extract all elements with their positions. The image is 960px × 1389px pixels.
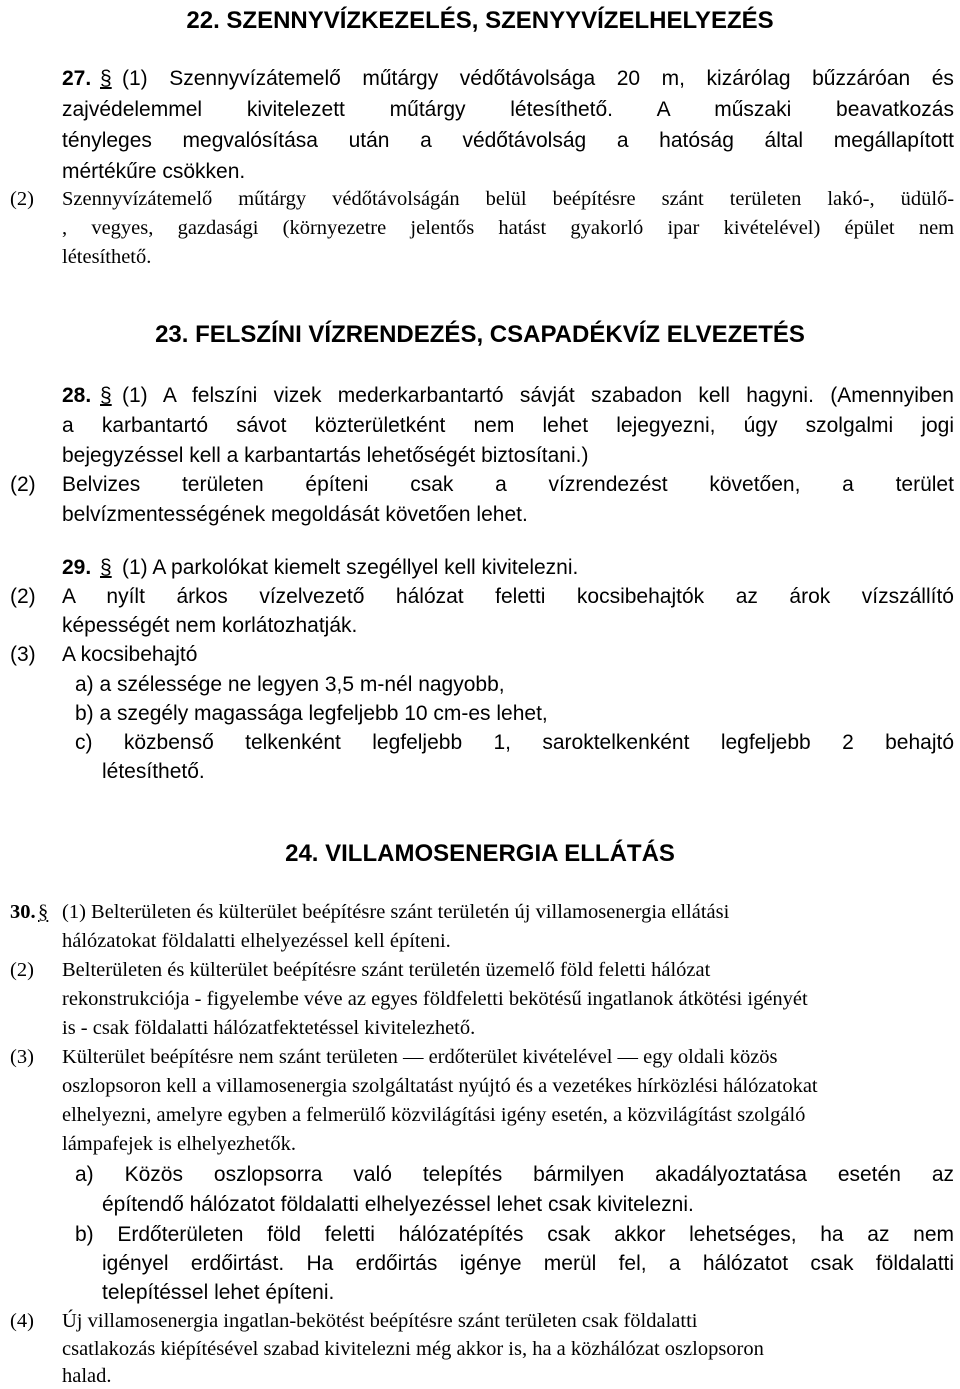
paragraph-27-line-1: (1) Szennyvízátemelő műtárgy védőtávolsága 20 m, kizárólag bűzzáróan és — [122, 67, 954, 90]
paragraph-30-3-item-a-line-1: a) Közös oszlopsorra való telepítés bármilyen akadályoztatása esetén az — [75, 1163, 954, 1186]
paragraph-29-2-line-2: képességét nem korlátozhatják. — [62, 614, 358, 637]
paragraph-30-2-line-3: is - csak földalatti hálózatfektetéssel kivitelezhető. — [62, 1017, 476, 1039]
paragraph-30-3-line-1: Külterület beépítésre nem szánt területen — erdőterület kivételével — egy oldali közös — [62, 1046, 778, 1068]
paragraph-29-number: 29. — [62, 556, 92, 579]
paragraph-29-3-line-1: A kocsibehajtó — [62, 643, 198, 666]
paragraph-28-line-2: a karbantartó sávot közterületként nem lehet lejegyezni, úgy szolgalmi jogi — [62, 414, 955, 437]
paragraph-27-2-line-3: létesíthető. — [62, 246, 152, 268]
paragraph-30-number: 30. — [10, 901, 36, 923]
paragraph-30-3-line-4: lámpafejek is elhelyezhetők. — [62, 1133, 296, 1155]
paragraph-30-3-number: (3) — [10, 1046, 34, 1068]
paragraph-30-3-item-a-line-2: építendő hálózatot földalatti elhelyezéssel lehet csak kivitelezni. — [102, 1193, 694, 1216]
paragraph-29-3-item-c-line-1: c) közbenső telkenként legfeljebb 1, saroktelkenként legfeljebb 2 behajtó — [75, 731, 955, 754]
paragraph-30-4-line-1: Új villamosenergia ingatlan-bekötést beépítésre szánt területen csak földalatti — [62, 1310, 698, 1332]
paragraph-28-2-number: (2) — [10, 473, 36, 496]
paragraph-27-2-number: (2) — [10, 188, 34, 210]
section-24-title: 24. VILLAMOSENERGIA ELLÁTÁS — [285, 840, 675, 867]
paragraph-30-line-1: (1) Belterületen és külterület beépítésre szánt területén új villamosenergia ellátási — [62, 901, 730, 923]
paragraph-29-3-number: (3) — [10, 643, 36, 666]
paragraph-30-3-line-3: elhelyezni, amelyre egyben a felmerülő közvilágítási igény esetén, a közvilágítást szolgáló — [62, 1104, 806, 1126]
paragraph-28-number: 28. — [62, 384, 92, 407]
paragraph-30-3-item-b-line-2: igényel erdőirtást. Ha erdőirtás igénye merül fel, a hálózatot csak földalatti — [102, 1252, 955, 1275]
paragraph-30-2-line-1: Belterületen és külterület beépítésre szánt területén üzemelő föld feletti hálózat — [62, 959, 711, 981]
paragraph-28-line-3: bejegyzéssel kell a karbantartás lehetőségét biztosítani.) — [62, 444, 589, 467]
paragraph-29-line-1: (1) A parkolókat kiemelt szegéllyel kell kivitelezni. — [122, 556, 579, 579]
paragraph-27-2-line-2: , vegyes, gazdasági (környezetre jelentős hatást gyakorló ipar kivételével) épület nem — [62, 217, 955, 239]
paragraph-27-line-4: mértékűre csökken. — [62, 160, 246, 183]
paragraph-30-4-number: (4) — [10, 1310, 34, 1332]
section-sign: § — [38, 901, 49, 923]
paragraph-27-number: 27. — [62, 67, 92, 90]
paragraph-29-3-item-a: a) a szélessége ne legyen 3,5 m-nél nagyobb, — [75, 673, 505, 696]
paragraph-29-3-item-b: b) a szegély magassága legfeljebb 10 cm-es lehet, — [75, 702, 548, 725]
paragraph-30-3-item-b-line-3: telepítéssel lehet építeni. — [102, 1281, 335, 1304]
section-sign: § — [100, 556, 112, 579]
section-23-title: 23. FELSZÍNI VÍZRENDEZÉS, CSAPADÉKVÍZ ELVEZETÉS — [155, 321, 805, 348]
paragraph-30-line-2: hálózatokat földalatti elhelyezéssel kell építeni. — [62, 930, 451, 952]
paragraph-28-2-line-2: belvízmentességének megoldását követően lehet. — [62, 503, 528, 526]
paragraph-29-2-line-1: A nyílt árkos vízelvezető hálózat feletti kocsibehajtók az árok vízszállító — [62, 585, 954, 608]
paragraph-30-2-line-2: rekonstrukciója - figyelembe véve az egyes földfeletti bekötésű ingatlanok átkötési igényét — [62, 988, 808, 1010]
section-sign: § — [100, 67, 112, 90]
paragraph-29-2-number: (2) — [10, 585, 36, 608]
section-sign: § — [100, 384, 112, 407]
paragraph-27-line-2: zajvédelemmel kivitelezett műtárgy létesíthető. A műszaki beavatkozás — [62, 98, 954, 121]
paragraph-29-3-item-c-line-2: létesíthető. — [102, 760, 205, 783]
paragraph-28-line-1: (1) A felszíni vizek mederkarbantartó sávját szabadon kell hagyni. (Amennyiben — [122, 384, 954, 407]
paragraph-27-line-3: tényleges megvalósítása után a védőtávolság a hatóság által megállapított — [62, 129, 954, 152]
paragraph-30-2-number: (2) — [10, 959, 34, 981]
paragraph-30-3-line-2: oszlopsoron kell a villamosenergia szolgáltatást nyújtó és a vezetékes hírközlési hálózatokat — [62, 1075, 818, 1097]
paragraph-27-2-line-1: Szennyvízátemelő műtárgy védőtávolságán belül beépítésre szánt területen lakó-, üdülő- — [62, 188, 955, 210]
paragraph-30-3-item-b-line-1: b) Erdőterületen föld feletti hálózatépítés csak akkor lehetséges, ha az nem — [75, 1223, 955, 1246]
section-22-title: 22. SZENNYVÍZKEZELÉS, SZENYYVÍZELHELYEZÉS — [186, 7, 774, 34]
paragraph-30-4-line-3: halad. — [62, 1365, 112, 1387]
paragraph-28-2-line-1: Belvizes területen építeni csak a vízrendezést követően, a terület — [62, 473, 954, 496]
paragraph-30-4-line-2: csatlakozás kiépítésével szabad kivitelezni még akkor is, ha a közhálózat oszlopsoron — [62, 1338, 764, 1360]
